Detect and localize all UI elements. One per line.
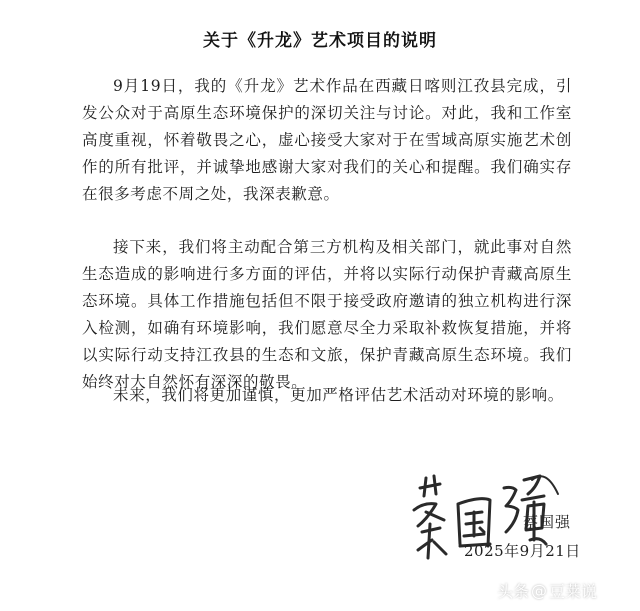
- watermark-platform: 头条: [497, 581, 530, 601]
- paragraph-2: 接下来，我们将主动配合第三方机构及相关部门，就此事对自然生态造成的影响进行多方面的评估，并将以实际行动保护青藏高原生态环境。具体工作措施包括但不限于接受政府邀请的独立机构进行深入检测，如确有环境影响，我们愿意尽全力采取补救恢复措施，并将以实际行动支持江孜县的生态和文旅，保护青藏高原生态环境。我们始终对大自然怀有深深的敬畏。: [82, 238, 572, 391]
- paragraph-3: 未来，我们将更加谨慎，更加严格评估艺术活动对环境的影响。: [113, 386, 564, 404]
- watermark-handle: 豆莱说: [549, 581, 598, 601]
- document-title: 关于《升龙》艺术项目的说明: [203, 31, 437, 51]
- watermark: [497, 578, 597, 602]
- at-icon: @: [531, 580, 548, 600]
- paragraph-1: 9月19日，我的《升龙》艺术作品在西藏日喀则江孜县完成，引发公众对于高原生态环境保护的深切关注与讨论。对此，我和工作室高度重视，怀着敬畏之心，虚心接受大家对于在雪域高原实施艺术创作的所有批评，并诚挚地感谢大家对我们的关心和提醒。我们确实存在很多考虑不周之处，我深表歉意。: [82, 77, 572, 203]
- signature-date: 2025年9月21日: [464, 542, 581, 560]
- signer-name: 蔡国强: [523, 513, 572, 531]
